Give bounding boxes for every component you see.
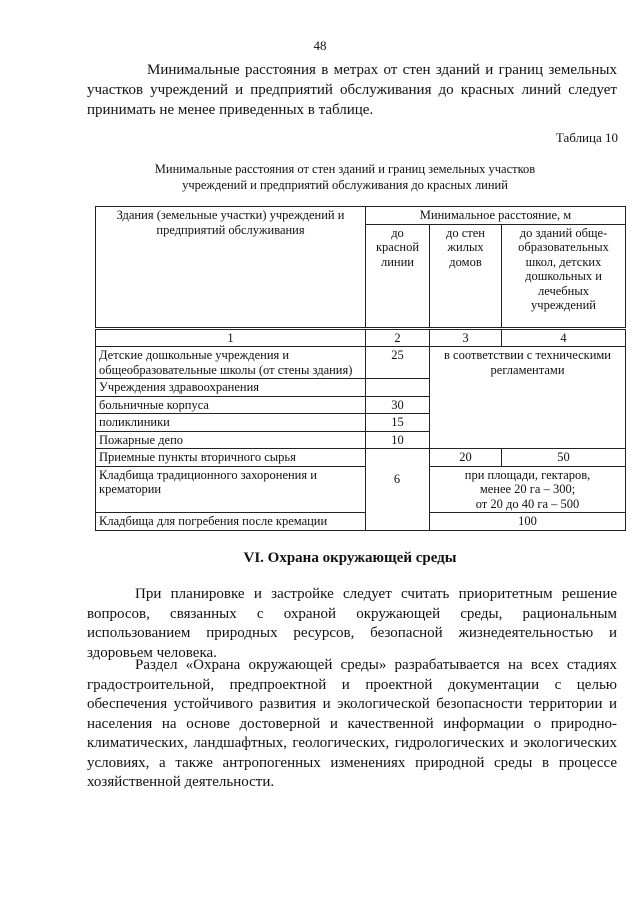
header-min-distance: Минимальное расстояние, м — [366, 207, 626, 225]
paragraph-2-text: Раздел «Охрана окружающей среды» разрабатывается на всех стадиях градостроительной, предпроектной и проектной документации с целью обеспечения устойчивого развития и экологической безопасности территории и населения на основе достоверной и качественной информации о природно-климатических, ландшафтных, геологических, гидрологических и экологических условиях, а также антропогенных изменениях природной среды в процессе хозяйственной деятельности. — [87, 657, 617, 790]
row-value-red: 15 — [366, 414, 430, 432]
row-label: Пожарные депо — [96, 431, 366, 449]
cemetery-red-line-value: 6 — [393, 472, 401, 486]
row-value-red: 25 — [366, 347, 430, 379]
cemetery-line-2: менее 20 га – 300; — [479, 482, 576, 496]
header-buildings: Здания (земельные участки) учреждений и предприятий обслуживания — [96, 207, 366, 329]
row-label: больничные корпуса — [96, 396, 366, 414]
cemetery-conditions — [430, 466, 626, 513]
row-label: Приемные пункты вторичного сырья — [96, 449, 366, 467]
row-label: Кладбища для погребения после кремации — [96, 513, 366, 531]
row-label: Детские дошкольные учреждения и общеобразовательные школы (от стены здания) — [96, 347, 366, 379]
cemetery-line-3: от 20 до 40 га – 500 — [475, 496, 580, 511]
table-row — [96, 347, 626, 379]
row-value-houses: 20 — [430, 449, 502, 467]
section-title: VI. Охрана окружающей среды — [243, 550, 457, 566]
paragraph-1-text: При планировке и застройке следует считать приоритетным решение вопросов, связанных с охраной окружающей среды, рациональным использованием природных ресурсов, безопасной жизнедеятельностью и здоровьем человека. — [87, 586, 617, 661]
intro-text: Минимальные расстояния в метрах от стен зданий и границ земельных участков учреждений и предприятий обслуживания до красных линий следует принимать не менее приведенных в таблице. — [87, 62, 617, 118]
cemetery-line-1: при площади, гектаров, — [464, 467, 591, 482]
caption-line-1: Минимальные расстояния от стен зданий и границ земельных участков — [154, 162, 536, 176]
table-row — [96, 513, 626, 531]
caption-line-2: учреждений и предприятий обслуживания до красных линий — [182, 178, 508, 192]
row-label: поликлиники — [96, 414, 366, 432]
table-row — [96, 449, 626, 467]
row-value-merged: 100 — [430, 513, 626, 531]
col-number-2: 2 — [366, 328, 430, 347]
row-value-schools: 50 — [502, 449, 626, 467]
header-houses: до стен жилых домов — [430, 224, 502, 328]
header-schools: до зданий обще-образовательных школ, детских дошкольных и лечебных учреждений — [502, 224, 626, 328]
row-label: Учреждения здравоохранения — [96, 379, 366, 397]
table-label: Таблица 10 — [555, 130, 618, 145]
row-value-red: 10 — [366, 431, 430, 449]
table-caption — [95, 161, 595, 193]
col-number-1: 1 — [96, 328, 366, 347]
col-number-3: 3 — [430, 328, 502, 347]
distance-table — [95, 206, 626, 531]
row-value-red: 30 — [366, 396, 430, 414]
paragraph-1 — [87, 585, 617, 663]
merged-regulations: в соответствии с техническими регламентами — [430, 347, 626, 449]
table-row — [96, 466, 626, 513]
header-red-line: до красной линии — [366, 224, 430, 328]
page-number: 48 — [313, 38, 327, 53]
row-label: Кладбища традиционного захоронения и крематории — [96, 466, 366, 513]
col-number-4: 4 — [502, 328, 626, 347]
intro-paragraph — [87, 60, 617, 120]
paragraph-2 — [87, 656, 617, 793]
